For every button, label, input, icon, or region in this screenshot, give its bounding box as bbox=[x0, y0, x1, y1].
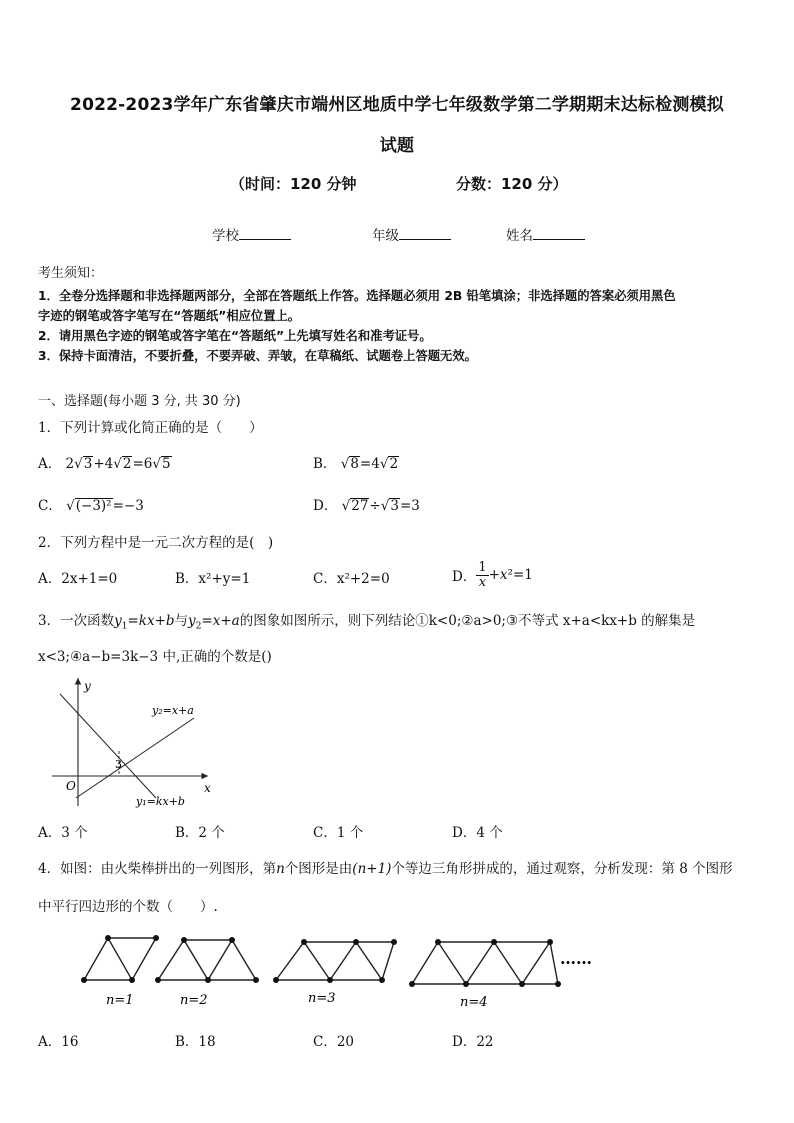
q4-figure bbox=[76, 928, 596, 1012]
q2-option-a[interactable]: A．2x+1=0 bbox=[38, 571, 118, 587]
q3-option-b[interactable]: B．2 个 bbox=[175, 825, 225, 841]
q1-option-d[interactable]: D． √27÷√3=3 bbox=[313, 498, 420, 514]
notice-heading: 考生须知： bbox=[38, 266, 104, 281]
figure-n1 bbox=[84, 938, 156, 980]
figure-n3 bbox=[276, 942, 394, 980]
line2-label: y₂=x+a bbox=[152, 704, 194, 717]
section-heading: 一、选择题(每小题 3 分, 共 30 分) bbox=[38, 394, 241, 409]
exam-score: 分数：120 分） bbox=[456, 175, 568, 193]
q3-graph bbox=[46, 672, 226, 812]
q2-stem: 2．下列方程中是一元二次方程的是( ) bbox=[38, 535, 274, 551]
q1-option-c[interactable]: C． √(−3)²=−3 bbox=[38, 498, 144, 514]
notice-item-1b: 字迹的钢笔或答字笔写在“答题纸”相应位置上。 bbox=[38, 309, 301, 323]
q3-option-d[interactable]: D．4 个 bbox=[452, 825, 503, 841]
q1-stem: 1．下列计算或化简正确的是（ ） bbox=[38, 420, 263, 436]
page-title-line2: 试题 bbox=[379, 136, 415, 156]
name-field[interactable] bbox=[506, 224, 585, 244]
page-title: 2022-2023学年广东省肇庆市端州区地质中学七年级数学第二学期期末达标检测模拟 bbox=[70, 95, 724, 115]
q2-option-c[interactable]: C．x²+2=0 bbox=[313, 571, 390, 587]
grade-field[interactable] bbox=[372, 224, 451, 244]
tick-3: 3 bbox=[115, 758, 122, 771]
figure-n4 bbox=[412, 942, 558, 984]
figure-n2 bbox=[158, 940, 256, 980]
notice-item-1: 1．全卷分选择题和非选择题两部分，全部在答题纸上作答。选择题必须用 2B 铅笔填涂；非选择题的答案必须用黑色 bbox=[38, 289, 676, 303]
exam-time: （时间：120 分钟 bbox=[230, 175, 357, 193]
q4-option-b[interactable]: B．18 bbox=[175, 1034, 216, 1050]
school-label: 学校 bbox=[212, 228, 239, 244]
name-label: 姓名 bbox=[506, 228, 533, 244]
label-n1: n=1 bbox=[106, 993, 134, 1008]
label-n2: n=2 bbox=[180, 993, 208, 1008]
q4-option-a[interactable]: A．16 bbox=[38, 1034, 79, 1050]
q3-stem: 3．一次函数$y_1=kx+b$与$y_2=x+a$的图象如图所示，则下列结论①k<0;②a>0;③不等式 x+a<kx+b 的解集是 bbox=[38, 613, 696, 632]
x-axis-label: x bbox=[204, 781, 211, 795]
y-axis-label: y bbox=[84, 679, 91, 693]
grade-label: 年级 bbox=[372, 228, 399, 244]
line1-label: y₁=kx+b bbox=[136, 795, 185, 808]
q4-stem-line2: 中平行四边形的个数（ ）. bbox=[38, 899, 218, 915]
notice-item-3: 3．保持卡面清洁，不要折叠，不要弄破、弄皱，在草稿纸、试题卷上答题无效。 bbox=[38, 349, 477, 363]
q3-stem-line2: x<3;④a−b=3k−3 中,正确的个数是() bbox=[38, 649, 272, 665]
label-n3: n=3 bbox=[308, 991, 336, 1006]
q1-option-a[interactable]: A． 2√3+4√2=6√5 bbox=[38, 456, 171, 472]
q2-option-d[interactable]: D． $\frac{1}{x}$ +x²=1 bbox=[452, 559, 533, 590]
school-field[interactable] bbox=[212, 224, 291, 244]
figure-continuation: …… bbox=[560, 949, 592, 968]
notice-item-2: 2．请用黑色字迹的钢笔或答字笔在“答题纸”上先填写姓名和准考证号。 bbox=[38, 329, 432, 343]
q4-option-c[interactable]: C．20 bbox=[313, 1034, 355, 1050]
q3-option-a[interactable]: A．3 个 bbox=[38, 825, 88, 841]
origin-label: O bbox=[66, 779, 76, 793]
label-n4: n=4 bbox=[460, 995, 488, 1010]
q4-option-d[interactable]: D．22 bbox=[452, 1034, 494, 1050]
q1-option-b[interactable]: B． √8=4√2 bbox=[313, 456, 399, 472]
q2-option-b[interactable]: B．x²+y=1 bbox=[175, 571, 251, 587]
q4-stem: 4．如图：由火柴棒拼出的一列图形，第n个图形是由(n+1)个等边三角形拼成的，通过观察，分析发现：第 8 个图形 bbox=[38, 861, 733, 877]
q3-option-c[interactable]: C．1 个 bbox=[313, 825, 364, 841]
